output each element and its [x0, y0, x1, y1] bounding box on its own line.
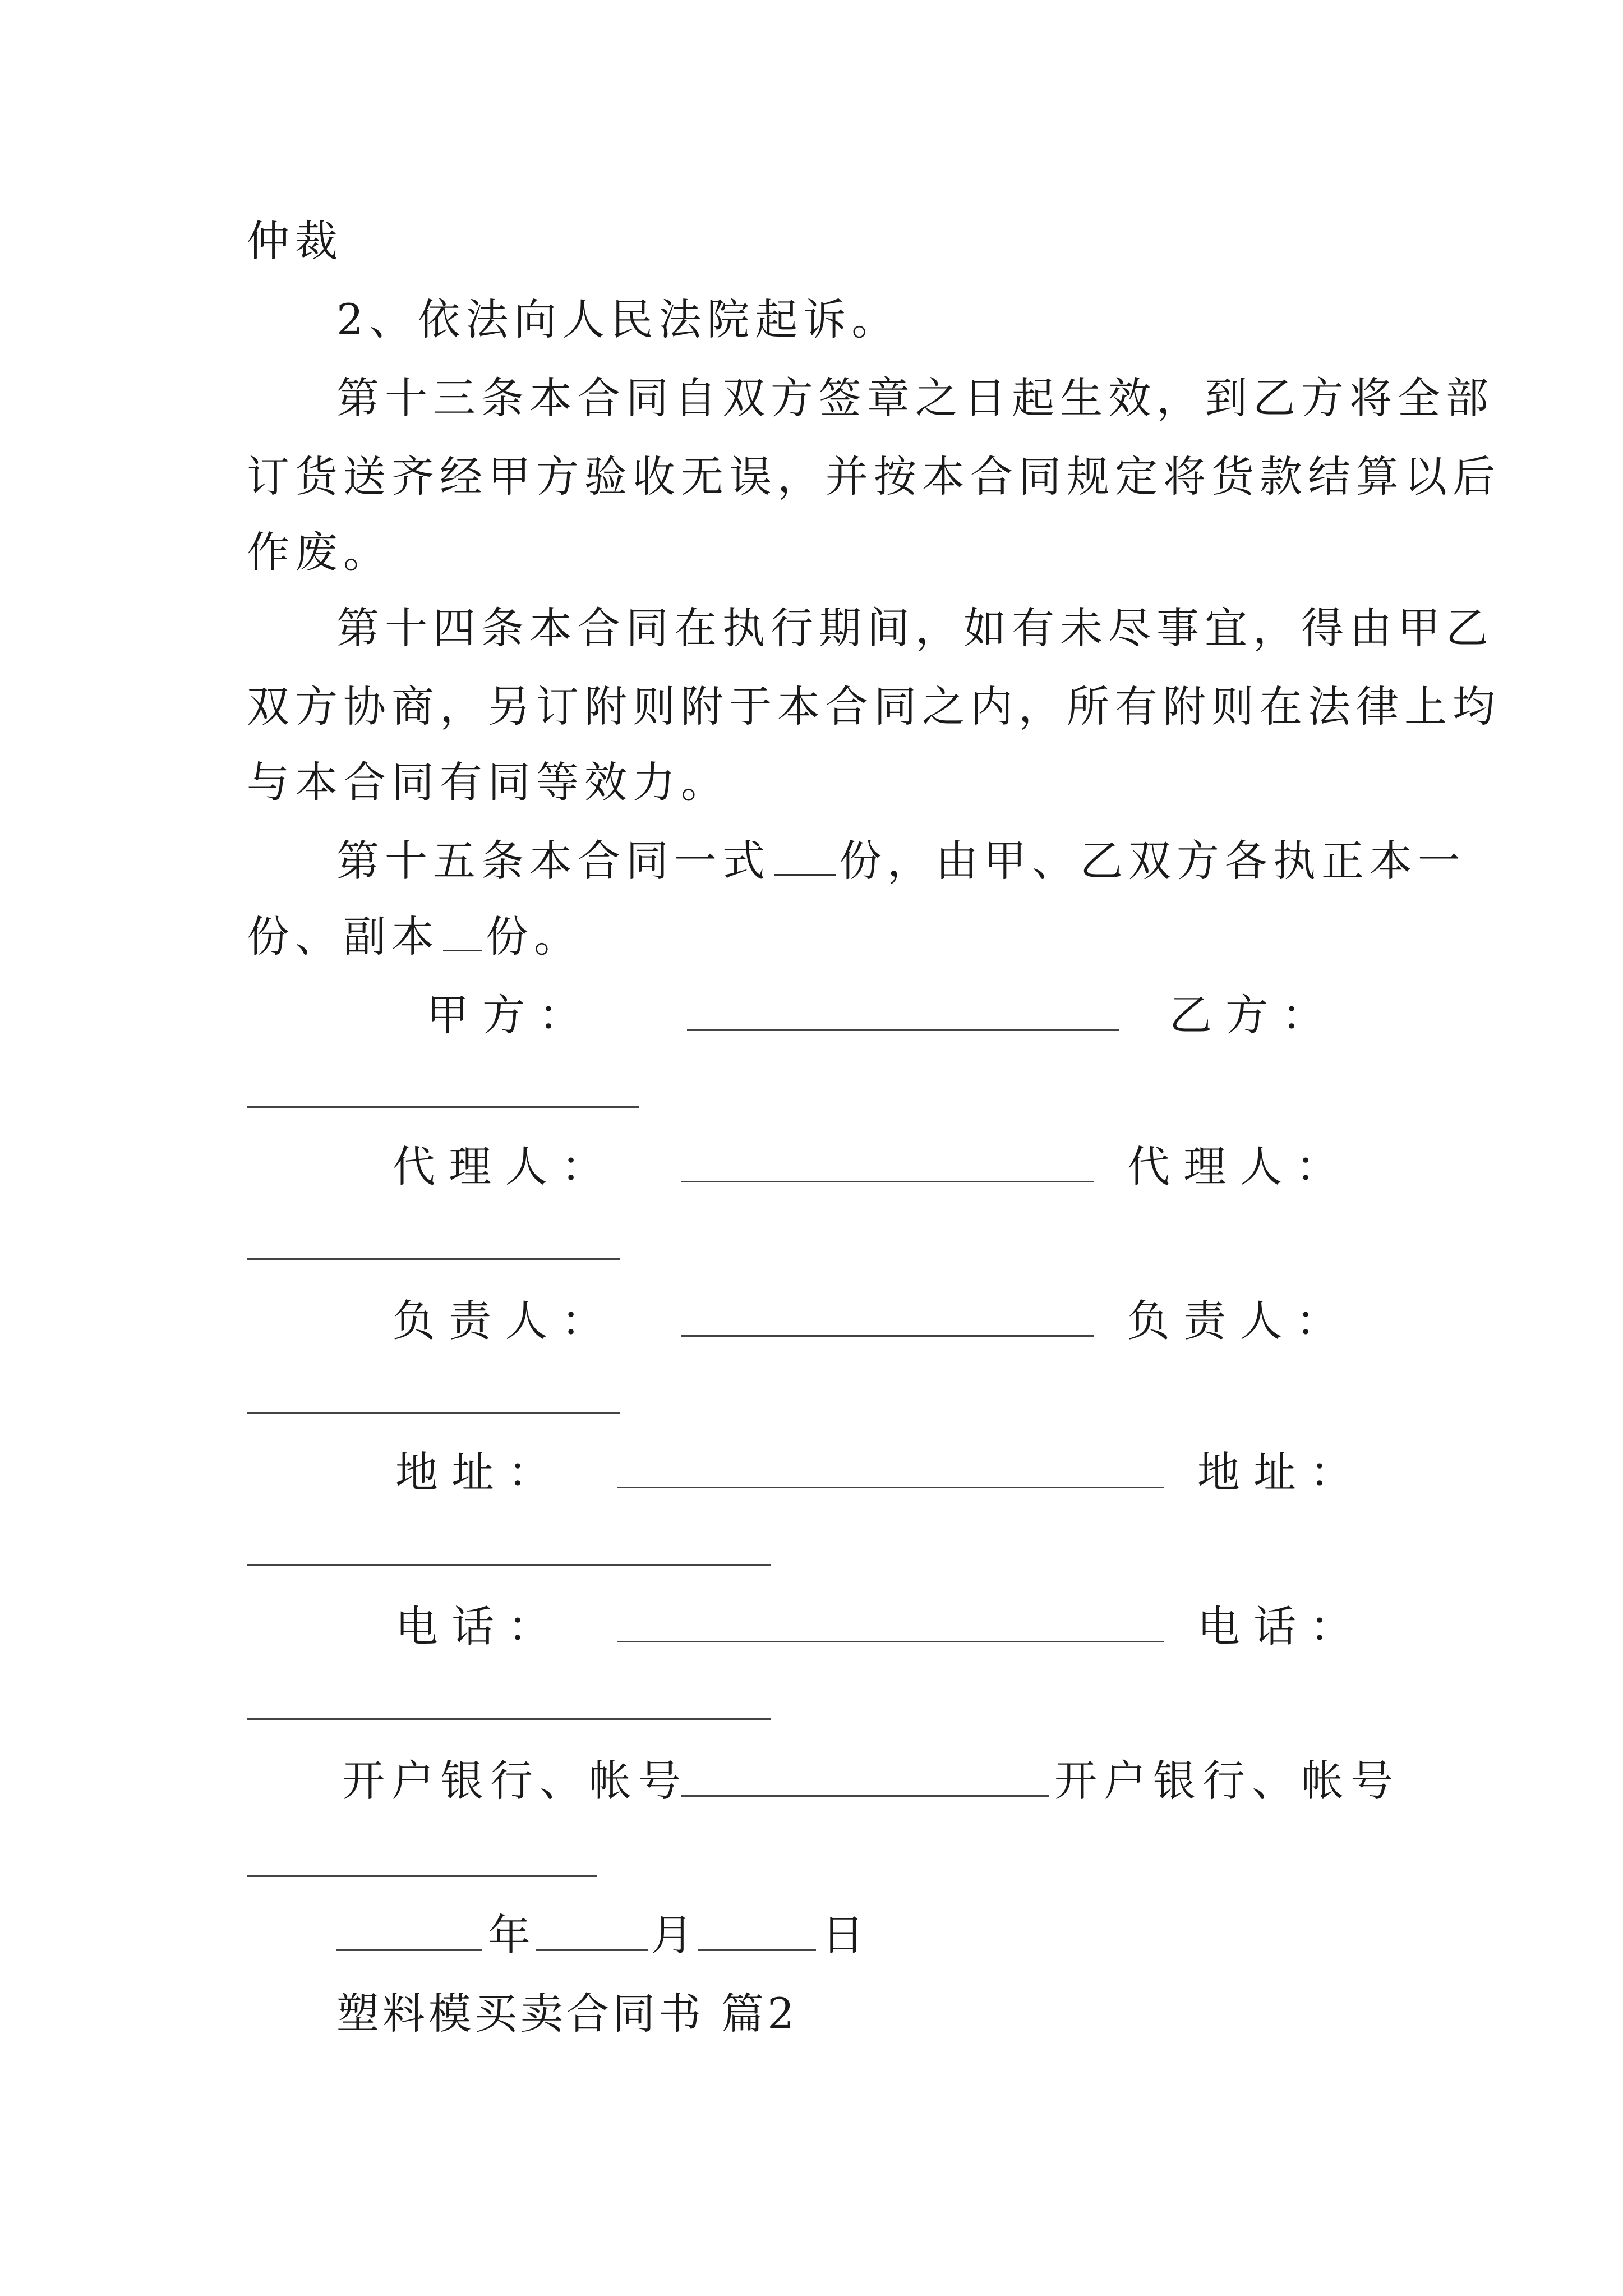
text-line: 与本合同有同等效力。	[247, 757, 729, 807]
copies-clause-cont	[247, 909, 1391, 965]
agent-b-label: 代 理 人 ：	[1127, 1142, 1339, 1191]
day-blank	[698, 1949, 816, 1951]
address-b-label: 地 址 ：	[1197, 1447, 1353, 1497]
text-line: 第十三条本合同自双方签章之日起生效，到乙方将全部	[336, 373, 1494, 423]
bank-a-blank	[681, 1795, 1049, 1797]
head-a-label: 负 责 人 ：	[393, 1296, 604, 1346]
phone-a-label: 电 话 ：	[395, 1602, 551, 1651]
address-a-blank	[617, 1487, 1164, 1488]
party-b-label: 乙 方 ：	[1169, 990, 1325, 1040]
party-b-blank	[247, 1106, 639, 1108]
bank-a-label: 开户银行、帐号	[342, 1756, 688, 1806]
head-b-label: 负 责 人 ：	[1127, 1296, 1339, 1346]
agent-a-label: 代 理 人 ：	[393, 1142, 604, 1191]
duplicate-blank	[443, 914, 482, 951]
party-a-label: 甲 方 ：	[426, 990, 582, 1040]
text-segment: 份。	[486, 912, 582, 961]
party-a-blank	[687, 1029, 1119, 1031]
agent-b-blank	[247, 1258, 620, 1260]
address-b-blank	[247, 1564, 771, 1566]
copies-clause	[336, 833, 1481, 889]
bank-b-blank	[247, 1875, 597, 1877]
phone-b-blank	[247, 1718, 771, 1720]
text-line: 仲裁	[247, 216, 343, 266]
next-section-title: 塑料模买卖合同书 篇2	[336, 1989, 798, 2039]
copies-blank	[774, 838, 836, 876]
agent-a-blank	[681, 1181, 1094, 1182]
text-segment: 份、副本	[247, 912, 440, 961]
text-line: 订货送齐经甲方验收无误，并按本合同规定将货款结算以后	[247, 452, 1501, 501]
text-segment: 第十五条本合同一式	[336, 836, 771, 886]
day-label: 日	[822, 1910, 864, 1960]
text-line: 2、依法向人民法院起诉。	[336, 295, 900, 344]
month-blank	[536, 1949, 648, 1951]
phone-a-blank	[617, 1641, 1164, 1642]
year-label: 年	[488, 1910, 531, 1960]
month-label: 月	[651, 1910, 693, 1960]
year-blank	[336, 1949, 482, 1951]
bank-b-label: 开户银行、帐号	[1054, 1756, 1400, 1806]
address-a-label: 地 址 ：	[395, 1447, 551, 1497]
phone-b-label: 电 话 ：	[1197, 1602, 1353, 1651]
head-b-blank	[247, 1412, 620, 1414]
text-line: 第十四条本合同在执行期间，如有未尽事宜，得由甲乙	[336, 603, 1494, 653]
head-a-blank	[681, 1335, 1094, 1337]
text-segment: 份，由甲、乙双方各执正本一	[839, 836, 1466, 886]
text-line: 双方协商，另订附则附于本合同之内，所有附则在法律上均	[247, 682, 1501, 731]
text-line: 作废。	[247, 527, 391, 577]
